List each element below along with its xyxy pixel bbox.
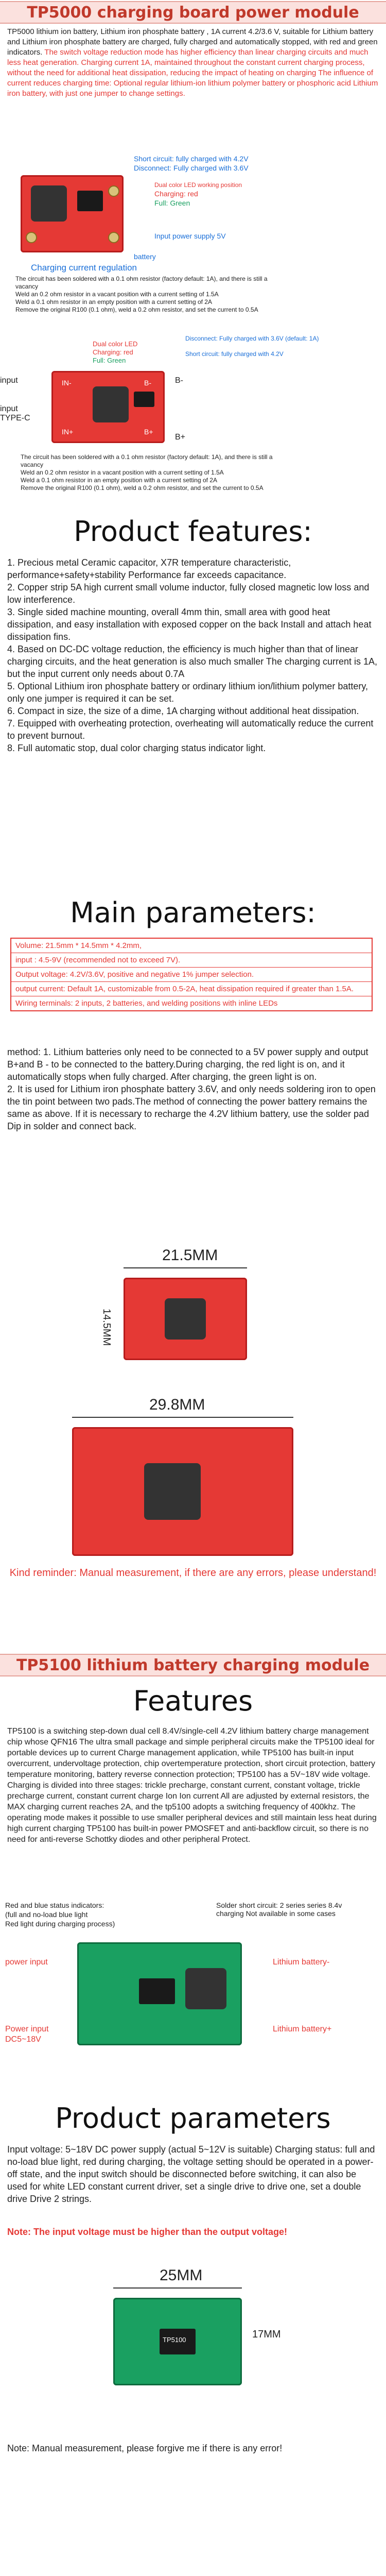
dims1 [0, 1247, 386, 1643]
inductor [165, 1298, 206, 1340]
battery-label: battery [134, 252, 156, 261]
param-row: input : 4.5-9V (recommended not to exceed 7V). [11, 953, 372, 968]
board-top-view [124, 1278, 247, 1360]
param-row: Volume: 21.5mm * 14.5mm * 4.2mm, [11, 939, 372, 953]
typec-label: TYPE-C [0, 414, 30, 422]
disconnect-label: Disconnect: Fully charged with 3.6V (default: 1A) [185, 335, 319, 342]
b-plus-label: B+ [175, 433, 186, 442]
width-dim: 25MM [160, 2267, 203, 2284]
inductor [31, 185, 67, 222]
dim-line [113, 2287, 242, 2289]
charging-regulation-label: Charging current regulation [31, 263, 137, 273]
led-title: Red and blue status indicators: [5, 1901, 104, 1909]
param-row: Wiring terminals: 2 inputs, 2 batteries, and welding positions with inline LEDs [15, 999, 278, 1008]
input-typec-label: input [0, 404, 18, 413]
dual-led-label: Dual color LED working position [154, 181, 242, 189]
param-row: Output voltage: 4.2V/3.6V, positive and negative 1% jumper selection. [11, 968, 372, 982]
charging-label: Charging: red [93, 348, 133, 356]
full-label: Full: Green [93, 357, 126, 364]
full-label: Full: Green [154, 199, 190, 207]
tp5000-board-2 [51, 371, 165, 443]
led-sub2: Red light during charging process) [5, 1920, 115, 1928]
in-minus-pad: IN- [62, 379, 72, 387]
tp5100-board-dim [113, 2298, 242, 2385]
input-supply-label: Input power supply 5V [154, 232, 226, 240]
params1-table [10, 938, 373, 1011]
input-label: input [0, 376, 18, 385]
height-dim: 14.5MM [101, 1309, 112, 1346]
pad [108, 232, 119, 243]
chip [134, 392, 154, 407]
dims2 [0, 2267, 386, 2432]
pad [26, 232, 37, 243]
diagram3 [0, 1896, 386, 2092]
intro-black: TP5000 lithium ion battery, Lithium iron phosphate battery , 1A current 4.2/3.6 V, suitable for Lithium battery and Lithium iron phosphate battery are charged, fully charged and automatically stopped, with red and green indicators. [7, 27, 378, 57]
width2-dim: 29.8MM [149, 1396, 205, 1413]
solder-label: Solder short circuit: 2 series series 8.4v charging Not available in some cases [216, 1901, 342, 1918]
reminder1: Kind reminder: Manual measurement, if there are any errors, please understand! [9, 1567, 377, 1579]
board-typec-view [72, 1427, 293, 1556]
power-input2-label: Power input [5, 2025, 49, 2033]
b-minus-pad: B- [144, 379, 151, 387]
b-minus-label: B- [175, 376, 183, 385]
inductor [144, 1463, 201, 1520]
reminder2: Note: Manual measurement, please forgive me if there is any error! [7, 2443, 283, 2453]
section1-intro [7, 27, 379, 99]
regulation-text: The circuit has been soldered with a 0.1 ohm resistor (factory default: 1A), and there is still a vacancy Weld an 0.2 ohm resistor in a vacant position with a current setting of 1.5A Weld a 0.1 ohm resistor in an empty position with a current setting of 2A Remove the original R100 (0.1 ohm), weld a 0.2 ohm resistor, and set the current to 0.5A [15, 275, 268, 313]
method-text: method: 1. Lithium batteries only need to be connected to a 5V power supply and output B+and B - to be connected to the battery.During charging, the red light is on, and it automatically stops when fully charged. After charging, the green light is on. 2. It is used for Lithium iron phosphate battery 3.6V, and only needs soldering iron to open the tin point between two pads.The method of connecting the power battery remains the same as above. If it is necessary to recharge the 4.2V lithium battery, use the solder pad Dip in solder and connect back. [7, 1047, 376, 1131]
features1-text: 1. Precious metal Ceramic capacitor, X7R temperature characteristic, performance+safety+stability Performance far exceeds capacitance. 2. Copper strip 5A high current small volume inductor, fully closed magnetic low loss and low interference. 3. Single sided machine mounting, overall 4mm thin, small area with good heat dissipation, and easy installation with exposed copper on the back Install and attach heat dissipation fins. 4. Based on DC-DC voltage reduction, the efficiency is much higher than that of linear charging circuits, and the heat generation is also much smaller The charging current is 1A, but the input current only needs about 0.7A 5. Optional Lithium iron phosphate battery or ordinary lithium ion/lithium polymer battery, only one jumper is required it can be set. 6. Compact in size, the size of a dime, 1A charging without additional heat dissipation. 7. Equipped with overheating protection, overheating will automatically reduce the current to prevent burnout. 8. Full automatic stop, dual color charging status indicator light. [7, 557, 378, 753]
features2-heading2: Product parameters [55, 2102, 331, 2134]
features2-note: Note: The input voltage must be higher than the output voltage! [7, 2227, 287, 2237]
power-input-label: power input [5, 1958, 48, 1967]
charging-label: Charging: red [154, 190, 198, 198]
battery-minus-label: Lithium battery- [273, 1958, 330, 1967]
features2-text: Input voltage: 5~18V DC power supply (actual 5~12V is suitable) Charging status: full and no-load blue light, red during charging, the voltage setting should be operated in a power-off state, and the input switch should be disconnected before switching, it can also be used for white LED constant current driver, set a single drive to drive one, set a double drive Drive 2 strings. [7, 2144, 375, 2204]
inductor [185, 1968, 226, 2009]
section1-title: TP5000 charging board power module [0, 1, 386, 24]
b-plus-pad: B+ [144, 428, 153, 436]
short-circuit-label: Short circuit: fully charged with 4.2V [134, 155, 249, 163]
dc-label: DC5~18V [5, 2035, 41, 2044]
pad [108, 185, 119, 197]
chip-label: TP5100 [163, 2336, 186, 2344]
inductor [93, 386, 129, 422]
chip [139, 1978, 175, 2004]
features2-heading: Features [133, 1685, 253, 1717]
dim-line [72, 1417, 293, 1418]
features1-heading: Product features: [74, 515, 312, 548]
chip [77, 191, 103, 211]
in-plus-pad: IN+ [62, 428, 74, 436]
diagram2 [0, 330, 386, 500]
tp5000-board-1 [21, 175, 124, 252]
intro-red: The switch voltage reduction mode has higher efficiency than linear charging circuits and much less heat generation. Charging current 1A, maintained throughout the constant current charging process, without the need for additional heat dissipation, reducing the impact of heating on charging The influence of current reduces charging time: Optional regular lithium-ion lithium polymer battery or phosphoric acid Lithium iron battery, with just one jumper to change settings. [7, 48, 378, 98]
dual-led-label: Dual color LED [93, 340, 138, 348]
params1-heading: Main parameters: [70, 896, 316, 929]
height-dim: 17MM [252, 2329, 281, 2340]
short-label: Short circuit: fully charged with 4.2V [185, 350, 284, 358]
disconnect-label: Disconnect: Fully charged with 3.6V [134, 164, 249, 172]
section2-title: TP5100 lithium battery charging module [0, 1654, 386, 1676]
led-sub1: (full and no-load blue light [5, 1910, 88, 1919]
param-row: output current: Default 1A, customizable from 0.5-2A, heat dissipation required if greater than 1.5A. [11, 982, 372, 996]
chip [160, 2329, 196, 2354]
tp5100-board [77, 1942, 242, 2045]
diagram1 [0, 155, 386, 325]
section2-text: TP5100 is a switching step-down dual cell 8.4V/single-cell 4.2V lithium battery charge management chip whose QFN16 The ultra small package and simple peripheral circuits make the TP5100 ideal for portable devices up to current Charge management application, while TP5100 has built-in input overcurrent, undervoltage protection, chip overtemperature protection, short circuit protection, battery temperature monitoring, battery reverse connection protection; TP5100 has a 5V~18V wide voltage. Charging is divided into three stages: trickle precharge, constant current, constant voltage, trickle precharge current, constant current charge Ion Ion current All are adjusted by external resistors, the MAX charging current reaches 2A, and the tp5100 adopts a switching frequency of 400khz. The operating mode makes it possible to use smaller peripheral devices and still maintain less heat during high current charging TP5100 has built-in power PMOSFET and anti-backflow circuit, so there is no need for anti-reverse Schottky diodes and other peripheral Protect. [7, 1727, 377, 1844]
regulation-text-2: The circuit has been soldered with a 0.1 ohm resistor (factory default: 1A), and there is still a vacancy Weld an 0.2 ohm resistor in a vacant position with a current setting of 1.5A Weld a 0.1 ohm resistor in an empty position with a current setting of 2A Remove the original R100 (0.1 ohm), weld a 0.2 ohm resistor, and set the current to 0.5A [21, 453, 273, 492]
battery-plus-label: Lithium battery+ [273, 2025, 332, 2033]
dim-line [124, 1267, 247, 1268]
width-dim: 21.5MM [162, 1247, 218, 1264]
